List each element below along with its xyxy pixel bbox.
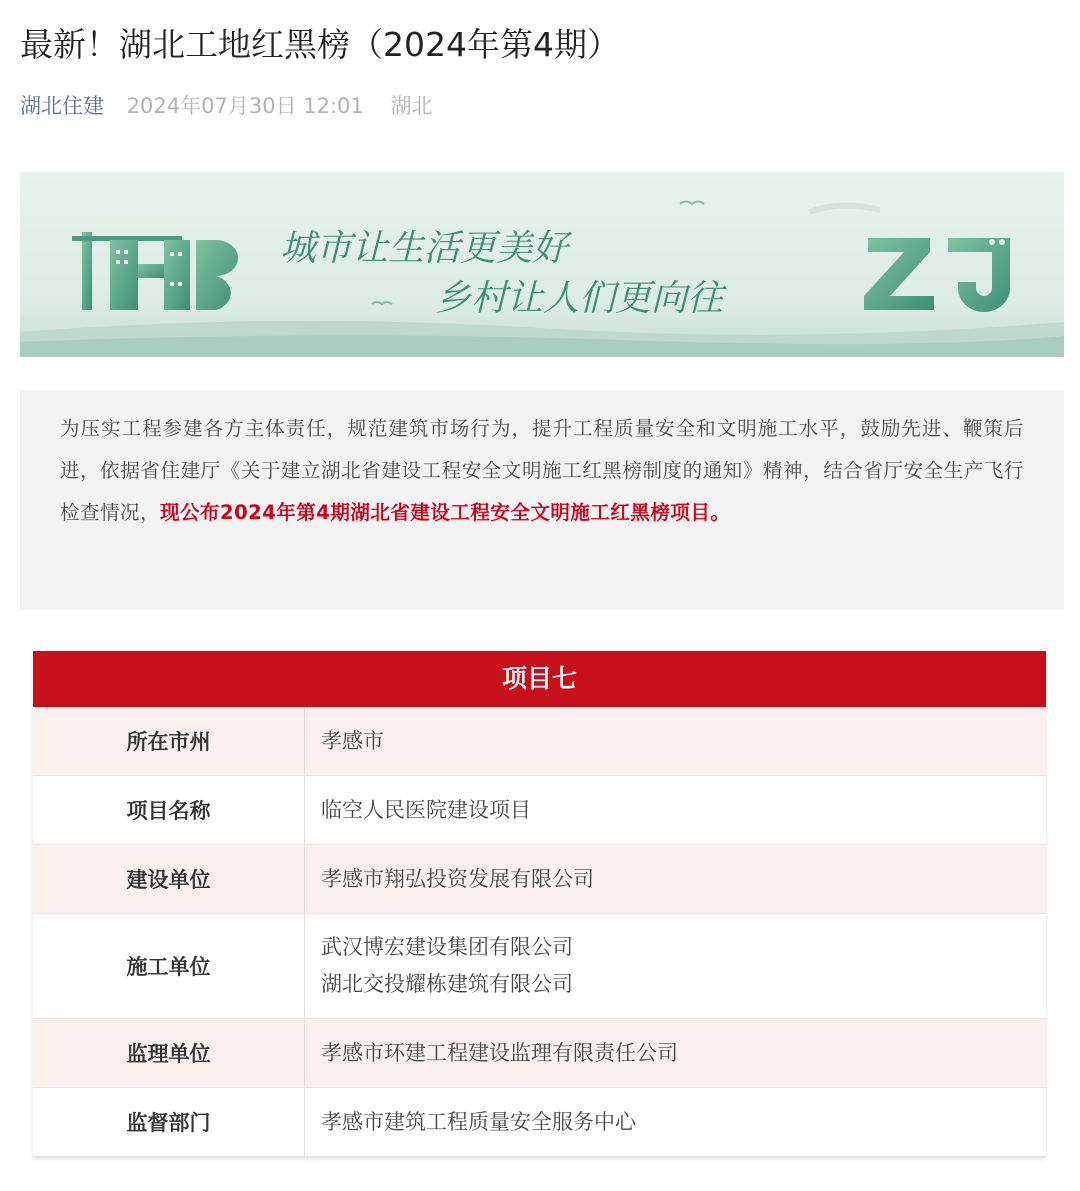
header-banner-image (20, 172, 1064, 357)
value-line: 孝感市 (321, 728, 384, 753)
row-label: 监理单位 (33, 1019, 305, 1087)
value-line: 孝感市建筑工程质量安全服务中心 (321, 1109, 636, 1134)
project-heading: 项目七 (33, 651, 1046, 707)
value-line: 武汉博宏建设集团有限公司 (321, 935, 573, 959)
row-label: 建设单位 (33, 845, 305, 913)
account-name-link[interactable]: 湖北住建 (20, 94, 104, 118)
slogan-line-1: 城市让生活更美好 (280, 228, 569, 269)
row-label: 所在市州 (33, 707, 305, 775)
row-value (305, 1019, 1046, 1087)
project-table (33, 651, 1046, 1157)
value-line: 湖北交投耀栋建筑有限公司 (321, 972, 573, 996)
intro-paragraph (60, 408, 1024, 534)
table-row (33, 1088, 1046, 1157)
value-line: 临空人民医院建设项目 (321, 797, 531, 822)
article-meta (20, 88, 432, 124)
row-label: 监督部门 (33, 1088, 305, 1156)
row-value (305, 776, 1046, 844)
table-row (33, 845, 1046, 914)
slogan-line-2: 乡村让人们更向往 (435, 278, 724, 319)
table-row (33, 914, 1046, 1019)
table-row (33, 707, 1046, 776)
row-value (305, 707, 1046, 775)
row-label: 施工单位 (33, 914, 305, 1018)
table-row (33, 776, 1046, 845)
publish-datetime: 2024年07月30日 12:01 (126, 94, 364, 118)
intro-highlight: 现公布2024年第4期湖北省建设工程安全文明施工红黑榜项目。 (160, 501, 731, 524)
publish-location: 湖北 (390, 94, 433, 118)
row-value (305, 845, 1046, 913)
row-label: 项目名称 (33, 776, 305, 844)
article-title: 最新！湖北工地红黑榜（2024年第4期） (20, 25, 620, 64)
intro-text: 为压实工程参建各方主体责任，规范建筑市场行为，提升工程质量安全和文明施工水平，鼓励先进、鞭策后进，依据省住建厅《关于建立湖北省建设工程安全文明施工红黑榜制度的通知》精神，结合省厅安全生产飞行检查情况， (60, 417, 1024, 524)
value-line: 孝感市翔弘投资发展有限公司 (321, 866, 594, 891)
table-row (33, 1019, 1046, 1088)
row-value (305, 1088, 1046, 1156)
row-value (305, 914, 1046, 1018)
value-line: 孝感市环建工程建设监理有限责任公司 (321, 1040, 678, 1065)
intro-box (20, 390, 1064, 610)
